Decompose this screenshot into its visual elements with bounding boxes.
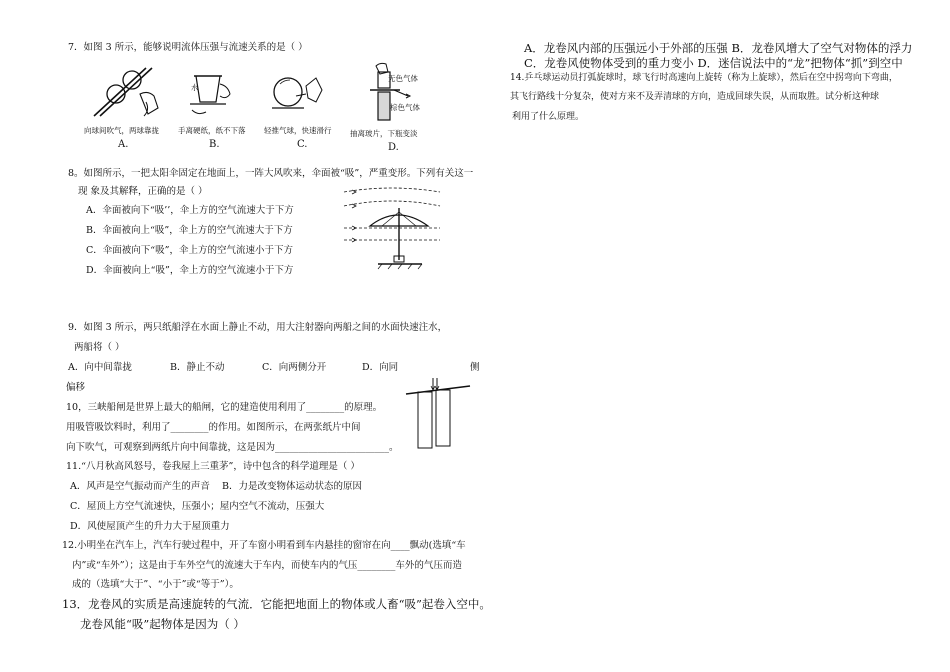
q12-line1: 12.小明坐在汽车上，汽车行驶过程中，开了车窗小明看到车内悬挂的窗帘在向____飘动(选填“车 [62, 540, 466, 551]
q9-option-b: B．静止不动 [170, 362, 225, 373]
q7-figure-d [366, 62, 414, 126]
q14-line1: 14.乒乓球运动员打弧旋球时，球飞行时高速向上旋转（称为上旋球），然后在空中拐弯向下弯曲， [510, 73, 898, 83]
q11-option-d: D．风使屋顶产生的升力大于屋顶重力 [70, 521, 230, 532]
q10-line2: 用吸管吸饮料时，利用了________的作用。如图所示，在两张纸片中间 [66, 422, 361, 433]
q8-umbrella-figure [342, 186, 442, 270]
q8-stem-line2: 现 象及其解释，正确的是（ ） [78, 186, 208, 197]
q9-option-d: D．向同 [362, 362, 399, 373]
q7-water-label: 水 [191, 83, 199, 92]
q7-stem: 7．如图 3 所示，能够说明流体压强与流速关系的是（ ） [68, 42, 308, 53]
q10-line1: 10，三峡船闸是世界上最大的船闸，它的建造使用利用了________的原理。 [66, 402, 383, 413]
q7-colorless-gas: 无色气体 [388, 74, 418, 83]
q8-option-d: D．伞面被向上“吸”，伞上方的空气流速小于下方 [86, 265, 294, 276]
q13-option-cd: C．龙卷风使物体受到的重力变小 D．迷信说法中的“龙”把物体“抓”到空中 [524, 56, 903, 70]
q9-option-c: C．向两侧分开 [262, 362, 327, 373]
q7-figure-a [90, 64, 162, 120]
q9-option-a: A．向中间靠拢 [68, 362, 132, 373]
q7-figure-b [180, 66, 236, 120]
q7-label-d: D. [388, 142, 399, 153]
q9-option-d-tail2: 偏移 [66, 382, 86, 393]
q7-caption-d: 抽离玻片，下瓶变淡 [350, 129, 418, 138]
q9-stem-line1: 9．如图 3 所示，两只纸船浮在水面上静止不动，用大注射器向两船之间的水面快速注水， [68, 322, 448, 333]
q9-stem-line2: 两船将（ ） [74, 342, 125, 353]
q8-option-a: A．伞面被向下“吸’’，伞上方的空气流速大于下方 [86, 205, 294, 216]
q7-brown-gas: 棕色气体 [390, 103, 420, 112]
q7-figure-c [266, 68, 326, 122]
q11-option-b: B．力是改变物体运动状态的原因 [222, 481, 362, 492]
q9-option-d-tail: 侧 [470, 362, 480, 373]
q10-paper-figure [404, 376, 472, 452]
q12-line3: 成的（选填“大于”、“小于”或“等于”）。 [72, 579, 239, 590]
q8-stem-line1: 8。如图所示，一把太阳伞固定在地面上，一阵大风吹来，伞面被“吸”，严重变形。下列有关这一 [68, 168, 474, 179]
q7-label-c: C. [297, 139, 308, 150]
q13-line2: 龙卷风能“吸”起物体是因为（ ） [80, 617, 245, 631]
q7-label-b: B. [209, 139, 220, 150]
q7-caption-c: 轻推气球，快速滑行 [264, 126, 332, 135]
q11-option-a: A．风声是空气振动而产生的声音 [70, 481, 210, 492]
q7-caption-b: 手离硬纸，纸不下落 [178, 126, 246, 135]
q11-option-c: C．屋顶上方空气流速快，压强小；屋内空气不流动，压强大 [70, 501, 325, 512]
q7-label-a: A. [118, 139, 129, 150]
q8-option-b: B．伞面被向上“吸”，伞上方的空气流速大于下方 [86, 225, 293, 236]
q13-option-ab: A．龙卷风内部的压强远小于外部的压强 B．龙卷风增大了空气对物体的浮力 [524, 41, 913, 55]
q14-line3: 利用了什么原理。 [512, 112, 585, 122]
q14-line2: 其飞行路线十分复杂，使对方来不及弄清球的方向，造成回球失误，从而取胜。试分析这种球 [510, 92, 880, 102]
q10-line3: 向下吹气，可观察到两纸片向中间靠拢，这是因为________________________。 [66, 442, 399, 453]
q12-line2: 内”或“车外”）；这是由于车外空气的流速大于车内，而使车内的气压________车外的气压而造 [72, 560, 462, 571]
q7-caption-a: 向球间吹气，两球靠拢 [84, 126, 159, 135]
q11-stem: 11.“八月秋高风怒号，卷我屋上三重茅”，诗中包含的科学道理是（ ） [66, 461, 360, 472]
q13-line1: 13．龙卷风的实质是高速旋转的气流．它能把地面上的物体或人畜“吸”起卷入空中。 [62, 597, 491, 611]
q8-option-c: C．伞面被向下“吸”，伞上方的空气流速小于下方 [86, 245, 293, 256]
